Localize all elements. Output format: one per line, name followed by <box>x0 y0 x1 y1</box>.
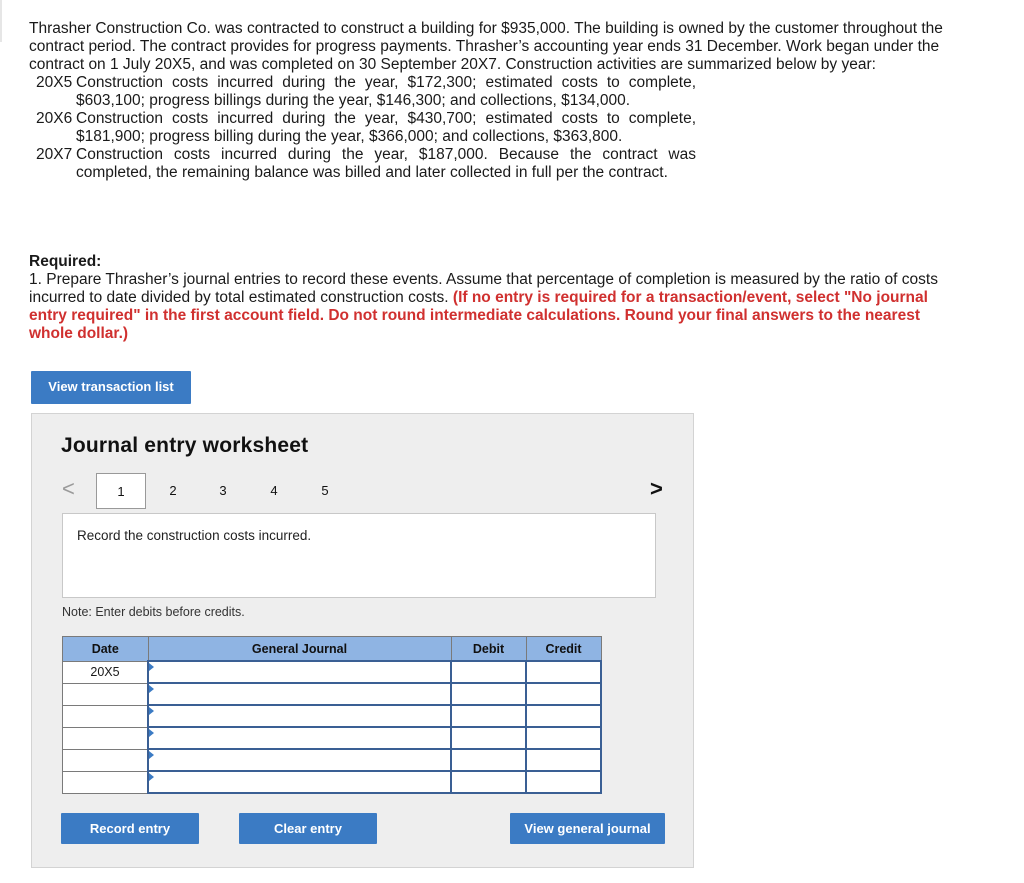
clear-entry-button[interactable]: Clear entry <box>239 813 377 844</box>
date-cell <box>63 771 149 793</box>
year-label: 20X7 <box>36 146 73 163</box>
dropdown-caret-icon <box>149 729 154 737</box>
tab-4[interactable]: 4 <box>270 483 278 498</box>
credit-field[interactable] <box>526 661 601 683</box>
problem-intro: Thrasher Construction Co. was contracted to construct a building for $935,000. The building is owned by the customer throughout the contract period. The contract provides for progress payments. Thrasher’s accounting year ends 31 December. Work began under the contract on 1 July 20X5, and was completed on 30 September 20X7. Construction activities are summarized below by year: <box>29 20 943 73</box>
tab-2[interactable]: 2 <box>169 483 177 498</box>
year-item-20x5 <box>29 74 696 110</box>
header-debit: Debit <box>451 637 526 662</box>
tab-3[interactable]: 3 <box>219 483 227 498</box>
account-field[interactable] <box>148 661 451 683</box>
tab-1[interactable]: 1 <box>96 473 146 509</box>
year-text: Construction costs incurred during the year, $187,000. Because the contract was completed, the remaining balance was billed and later collected in full per the contract. <box>76 146 696 181</box>
year-text: Construction costs incurred during the year, $430,700; estimated costs to complete, $181,900; progress billing during the year, $366,000; and collections, $363,800. <box>76 110 696 145</box>
credit-field[interactable] <box>526 705 601 727</box>
account-field[interactable] <box>148 727 451 749</box>
view-general-journal-button[interactable]: View general journal <box>510 813 665 844</box>
previous-arrow-icon[interactable]: < <box>62 476 75 501</box>
dropdown-caret-icon <box>149 707 154 715</box>
debit-field[interactable] <box>451 705 526 727</box>
date-cell <box>63 705 149 727</box>
dropdown-caret-icon <box>149 751 154 759</box>
year-label: 20X5 <box>36 74 73 91</box>
year-label: 20X6 <box>36 110 73 127</box>
debit-field[interactable] <box>451 771 526 793</box>
header-credit: Credit <box>526 637 601 662</box>
required-section <box>29 253 959 343</box>
credit-field[interactable] <box>526 749 601 771</box>
year-text: Construction costs incurred during the year, $172,300; estimated costs to complete, $603,100; progress billings during the year, $146,300; and collections, $134,000. <box>76 74 696 109</box>
view-transaction-list-button[interactable]: View transaction list <box>31 371 191 404</box>
date-cell <box>63 683 149 705</box>
credit-field[interactable] <box>526 683 601 705</box>
debit-field[interactable] <box>451 727 526 749</box>
dropdown-caret-icon <box>149 685 154 693</box>
table-row <box>63 749 602 771</box>
required-text: 1. Prepare Thrasher’s journal entries to record these events. Assume that percentage of completion is measured by the ratio of costs incurred to date divided by total estimated construction costs. <box>29 271 938 306</box>
header-general-journal: General Journal <box>148 637 451 662</box>
table-row <box>63 661 602 683</box>
debit-field[interactable] <box>451 683 526 705</box>
date-cell <box>63 727 149 749</box>
account-field[interactable] <box>148 683 451 705</box>
date-cell <box>63 749 149 771</box>
instruction-text: Record the construction costs incurred. <box>77 528 312 543</box>
tab-5[interactable]: 5 <box>321 483 329 498</box>
dropdown-caret-icon <box>149 663 154 671</box>
worksheet-title: Journal entry worksheet <box>61 434 309 457</box>
debit-field[interactable] <box>451 749 526 771</box>
header-date: Date <box>63 637 149 662</box>
journal-table <box>62 636 602 794</box>
table-header-row <box>63 637 602 662</box>
table-row <box>63 683 602 705</box>
credit-field[interactable] <box>526 771 601 793</box>
instruction-box <box>62 513 656 598</box>
problem-statement <box>29 20 979 182</box>
account-field[interactable] <box>148 705 451 727</box>
account-field[interactable] <box>148 771 451 793</box>
dropdown-caret-icon <box>149 773 154 781</box>
year-item-20x7 <box>29 146 696 182</box>
note-text: Note: Enter debits before credits. <box>62 605 245 619</box>
account-field[interactable] <box>148 749 451 771</box>
debit-field[interactable] <box>451 661 526 683</box>
credit-field[interactable] <box>526 727 601 749</box>
year-item-20x6 <box>29 110 696 146</box>
date-cell: 20X5 <box>63 661 149 683</box>
next-arrow-icon[interactable]: > <box>650 476 663 501</box>
table-row <box>63 771 602 793</box>
journal-entry-worksheet <box>31 413 694 868</box>
required-instruction: (If no entry is required for a transaction/event, select "No journal entry required" in the first account field. Do not round intermediate calculations. Round your final answers to the nearest whole dollar.) <box>29 289 928 342</box>
table-row <box>63 727 602 749</box>
table-row <box>63 705 602 727</box>
record-entry-button[interactable]: Record entry <box>61 813 199 844</box>
required-heading: Required: <box>29 253 102 270</box>
left-divider <box>0 0 2 42</box>
